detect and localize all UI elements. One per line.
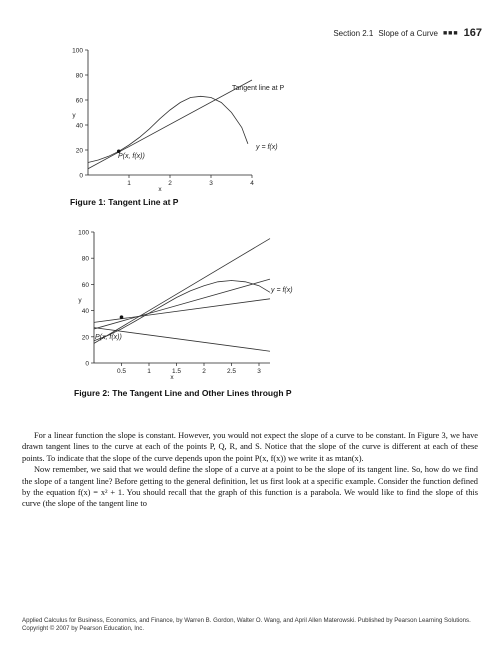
x-tick-label: 0.5: [116, 368, 127, 375]
x-tick-label: 1.5: [171, 368, 182, 375]
figure-2-tangent-and-other-lines: [0, 220, 500, 390]
section-title: Slope of a Curve: [378, 28, 438, 38]
y-axis-label: y: [72, 112, 76, 119]
point-p-label: P(x, f(x)): [118, 153, 145, 160]
section-label: Section 2.1: [333, 28, 374, 38]
y-tick-label: 60: [75, 97, 83, 105]
footer-copyright: Copyright © 2007 by Pearson Education, Inc.: [22, 625, 145, 632]
y-tick-label: 80: [81, 255, 89, 263]
y-tick-label: 0: [85, 360, 89, 368]
body-text: [22, 430, 478, 510]
point-p-marker: [120, 315, 124, 319]
curve-label: y = f(x): [256, 144, 278, 151]
x-axis-label: x: [158, 186, 162, 193]
copyright-footer: [22, 617, 484, 633]
straight-line-2: [94, 299, 270, 323]
x-tick-label: 3: [257, 368, 261, 375]
y-axis-label: y: [78, 297, 82, 304]
y-tick-label: 100: [78, 229, 89, 237]
curve-label: y = f(x): [271, 287, 293, 294]
y-tick-label: 0: [79, 172, 83, 180]
straight-line-3: [94, 279, 270, 329]
header-marks: ■■■: [442, 29, 459, 37]
tangent-line-label: Tangent line at P: [232, 85, 285, 92]
figure-1-caption: Figure 1: Tangent Line at P: [70, 197, 179, 207]
y-tick-label: 40: [75, 122, 83, 130]
curve-y-equals-f-of-x: [88, 96, 248, 162]
y-tick-label: 80: [75, 72, 83, 80]
x-tick-label: 1: [127, 180, 131, 187]
paragraph-2: Now remember, we said that we would define the slope of a curve at a point to be the slope of its tangent line. So, how do we find the slope of a tangent line? Before getting to the general definition, let us first look at a specific example. Consider the function defined by the equation f(x) = x² + 1. You should recall that the graph of this function is a parabola. We would like to find the slope of this curve (the slope of the tangent line to: [22, 465, 478, 509]
figure-1-tangent-line: [0, 40, 500, 240]
page-number: 167: [463, 27, 482, 39]
running-header: [333, 27, 482, 39]
straight-line-1: [88, 80, 252, 169]
x-tick-label: 4: [250, 180, 254, 187]
x-tick-label: 2: [202, 368, 206, 375]
y-tick-label: 20: [75, 147, 83, 155]
y-tick-label: 20: [81, 334, 89, 342]
figure-2-caption: Figure 2: The Tangent Line and Other Lines through P: [74, 388, 292, 398]
footer-citation: Applied Calculus for Business, Economics, and Finance, by Warren B. Gordon, Walter O. Wang, and April Allen Materowski. Published by Pearson Learning Solutions.: [22, 617, 471, 624]
point-p-label: P(x, f(x)): [95, 334, 122, 341]
x-tick-label: 3: [209, 180, 213, 187]
paragraph-1: For a linear function the slope is constant. However, you would not expect the slope of a curve to be constant. In Figure 3, we have drawn tangent lines to the curve at each of the points P, Q, R, and S. Notice that the slope of the curve is different at each of these points. To indicate that the slope of the curve depends upon the point P(x, f(x)) we write it as mtan(x).: [22, 431, 478, 463]
y-tick-label: 60: [81, 281, 89, 289]
y-tick-label: 100: [72, 47, 83, 55]
y-tick-label: 40: [81, 308, 89, 316]
x-axis-label: x: [170, 374, 174, 381]
x-tick-label: 2.5: [226, 368, 237, 375]
straight-line-4: [94, 239, 270, 344]
x-tick-label: 2: [168, 180, 172, 187]
x-tick-label: 1: [147, 368, 151, 375]
